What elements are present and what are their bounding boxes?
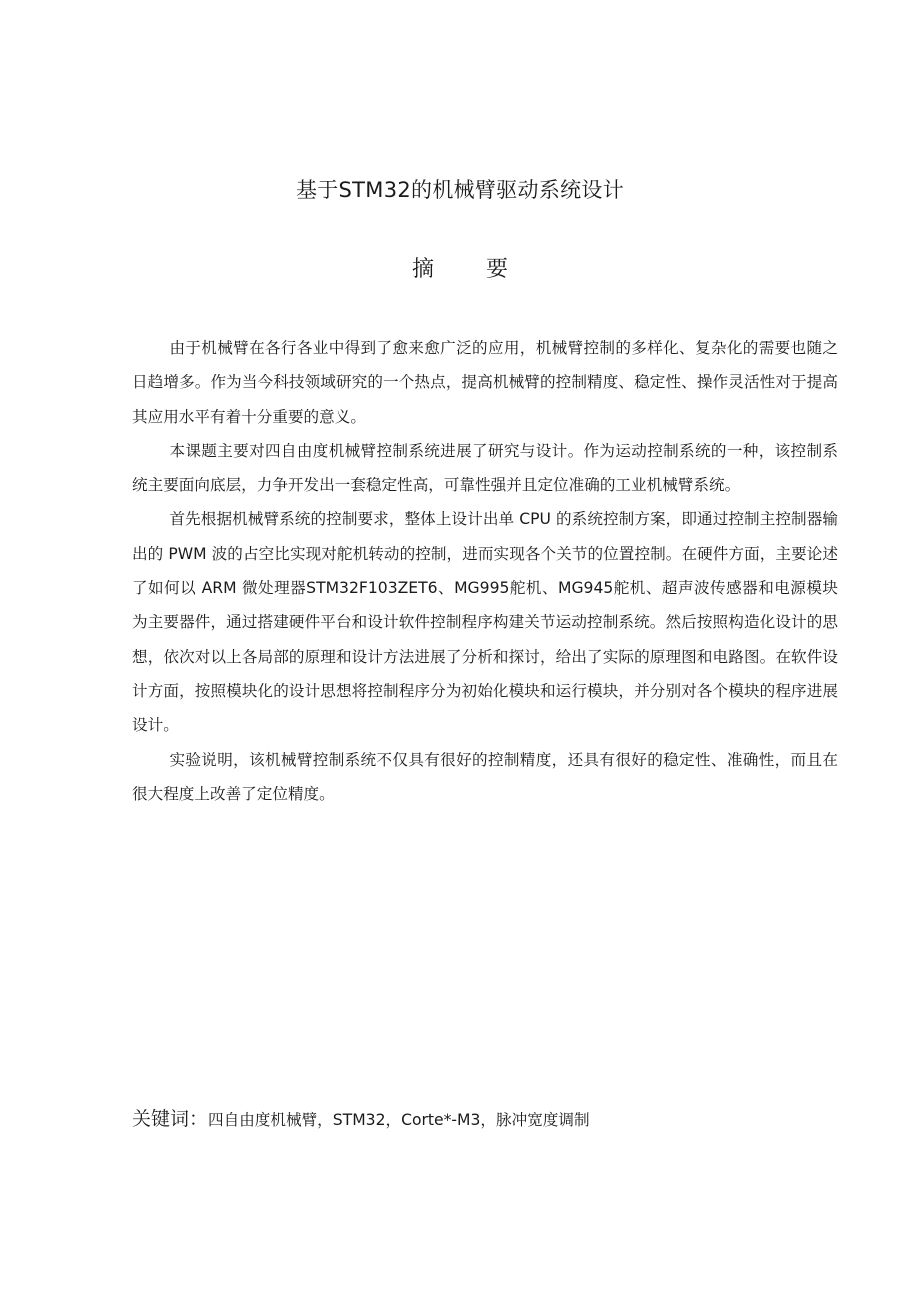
abstract-paragraph: 由于机械臂在各行各业中得到了愈来愈广泛的应用，机械臂控制的多样化、复杂化的需要也随之日趋增多。作为当今科技领域研究的一个热点，提高机械臂的控制精度、稳定性、操作灵活性对于提高其应用水平有着十分重要的意义。: [132, 339, 838, 426]
abstract-paragraph: 首先根据机械臂系统的控制要求，整体上设计出单 CPU 的系统控制方案，即通过控制主控制器输出的 PWM 波的占空比实现对舵机转动的控制，进而实现各个关节的位置控制。在硬件方面，主要论述了如何以 ARM 微处理器STM32F103ZET6、MG995舵机、MG945舵机、超声波传感器和电源模块为主要器件，通过搭建硬件平台和设计软件控制程序构建关节运动控制系统。然后按照构造化设计的思想，依次对以上各局部的原理和设计方法进展了分析和探讨，给出了实际的原理图和电路图。在软件设计方面，按照模块化的设计思想将控制程序分为初始化模块和运行模块，并分别对各个模块的程序进展设计。: [132, 510, 838, 735]
keywords-label: 关键词：: [132, 1108, 209, 1130]
keywords-line: [132, 1102, 838, 1137]
abstract-paragraph: 本课题主要对四自由度机械臂控制系统进展了研究与设计。作为运动控制系统的一种，该控制系统主要面向底层，力争开发出一套稳定性高，可靠性强并且定位准确的工业机械臂系统。: [132, 441, 838, 495]
abstract-heading: 摘要: [411, 257, 560, 282]
document-title: 基于STM32的机械臂驱动系统设计: [295, 178, 625, 202]
keywords-list: 四自由度机械臂，STM32，Corte*-M3，脉冲宽度调制: [208, 1111, 590, 1129]
abstract-body: [132, 331, 838, 811]
abstract-paragraph: 实验说明，该机械臂控制系统不仅具有很好的控制精度，还具有很好的稳定性、准确性，而且在很大程度上改善了定位精度。: [132, 750, 838, 803]
